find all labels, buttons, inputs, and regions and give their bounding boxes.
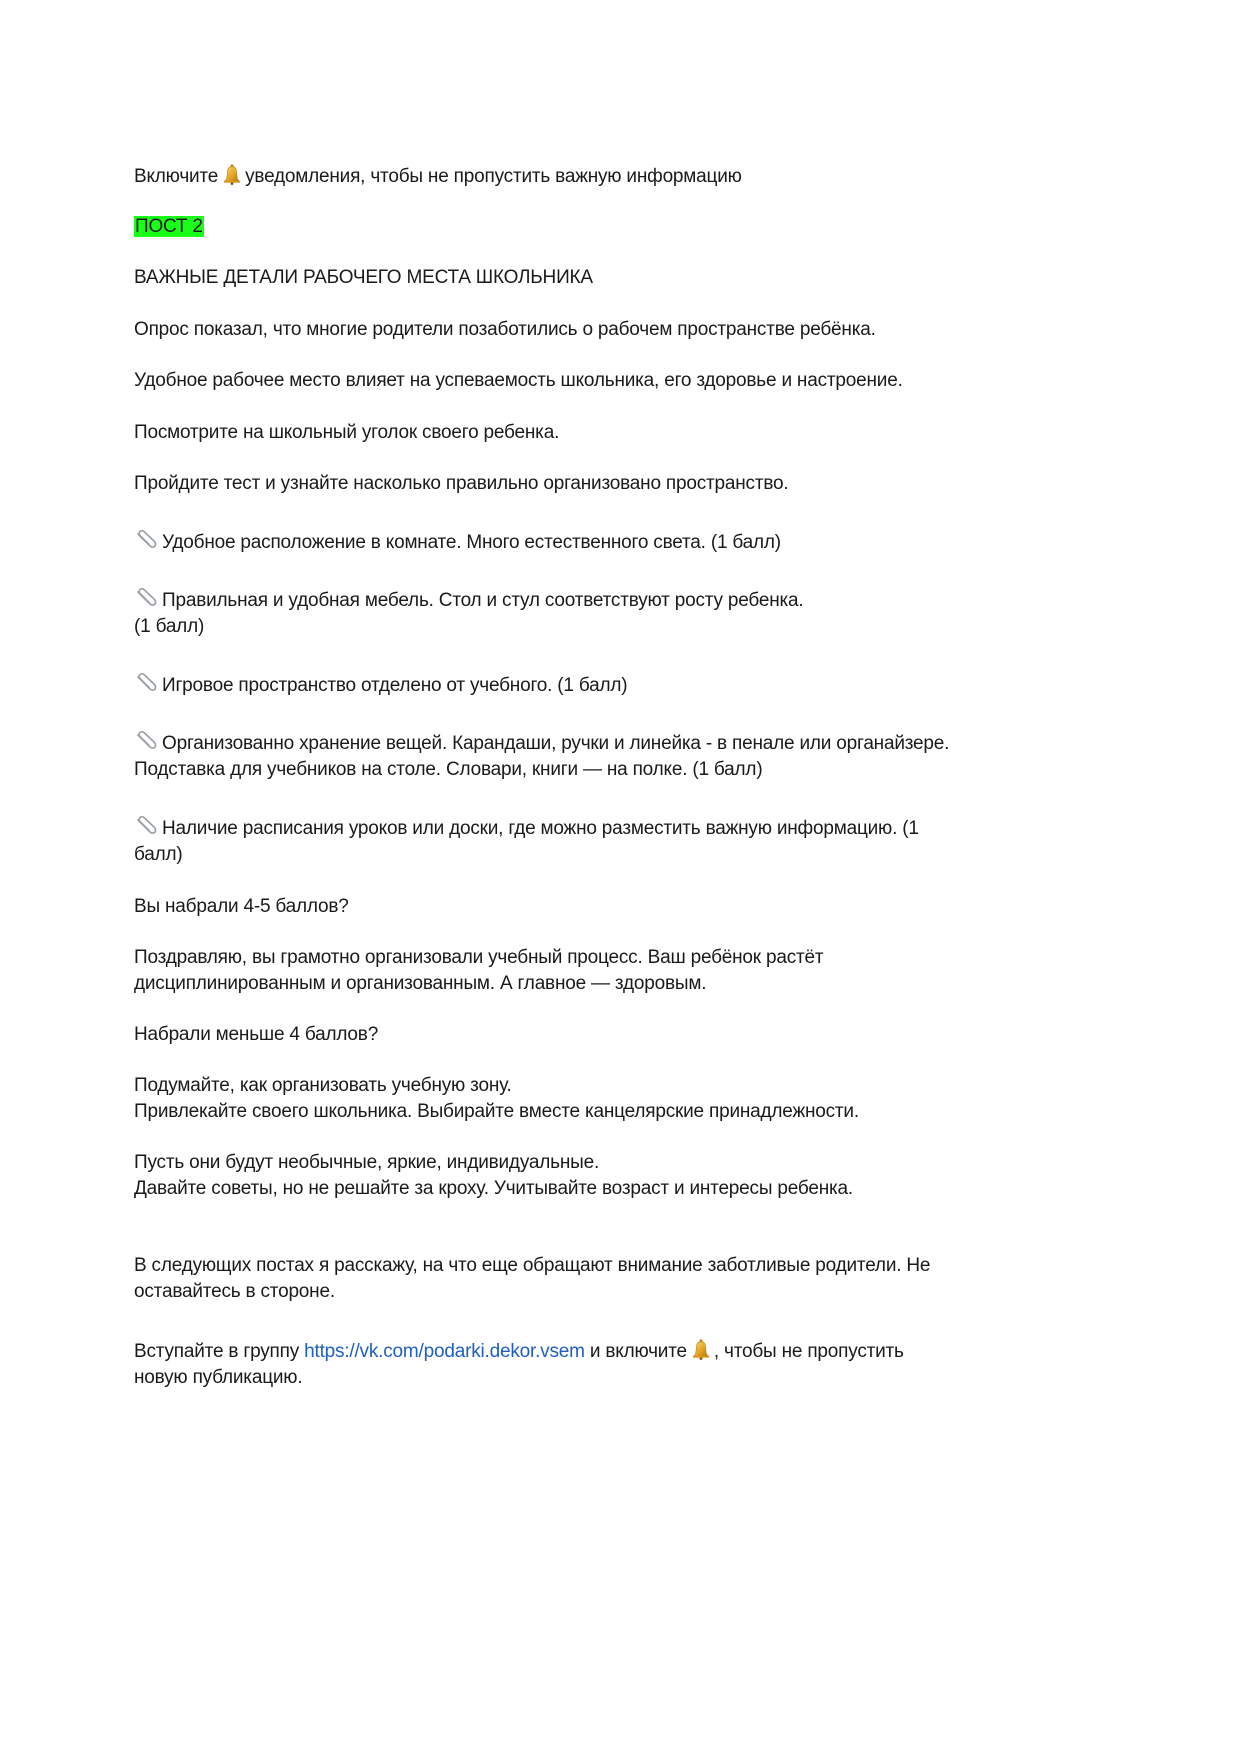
paperclip-icon xyxy=(134,673,160,693)
result-low-answer-1-line-2: Привлекайте своего школьника. Выбирайте вместе канцелярские принадлежности. xyxy=(134,1101,859,1122)
checklist-item-text-cont: балл) xyxy=(134,844,183,865)
intro-paragraph-2: Удобное рабочее место влияет на успеваемость школьника, его здоровье и настроение. xyxy=(134,370,903,391)
checklist-item-text: Организованно хранение вещей. Карандаши, ручки и линейка - в пенале или органайзере. xyxy=(162,733,950,754)
intro-paragraph-1: Опрос показал, что многие родители позаботились о рабочем пространстве ребёнка. xyxy=(134,319,876,340)
result-low-answer-2 xyxy=(134,1150,1094,1202)
checklist-item-text: Правильная и удобная мебель. Стол и стул соответствуют росту ребенка. xyxy=(162,590,804,611)
next-posts-line-2: оставайтесь в стороне. xyxy=(134,1281,335,1302)
bell-icon xyxy=(690,1338,712,1360)
result-low-answer-1 xyxy=(134,1073,1094,1125)
paperclip-icon xyxy=(134,530,160,550)
notify-text-after: уведомления, чтобы не пропустить важную информацию xyxy=(245,166,742,187)
result-low-answer-2-line-1: Пусть они будут необычные, яркие, индивидуальные. xyxy=(134,1152,600,1173)
paperclip-icon xyxy=(134,816,160,836)
checklist-item-1 xyxy=(134,530,1094,556)
cta-paragraph xyxy=(134,1338,1094,1391)
result-high-answer-line-1: Поздравляю, вы грамотно организовали учебный процесс. Ваш ребёнок растёт xyxy=(134,947,824,968)
checklist-item-text: Игровое пространство отделено от учебного. (1 балл) xyxy=(162,675,628,696)
post-label: ПОСТ 2 xyxy=(135,216,203,237)
checklist-item-text: Удобное расположение в комнате. Много естественного света. (1 балл) xyxy=(162,532,781,553)
result-low-question: Набрали меньше 4 баллов? xyxy=(134,1024,379,1045)
result-high-answer xyxy=(134,945,1094,997)
next-posts-line-1: В следующих постах я расскажу, на что еще обращают внимание заботливые родители. Не xyxy=(134,1255,931,1276)
checklist-item-5 xyxy=(134,816,1094,868)
checklist-item-4 xyxy=(134,731,1094,783)
paperclip-icon xyxy=(134,588,160,608)
paperclip-icon xyxy=(134,731,160,751)
notify-text-before: Включите xyxy=(134,166,219,187)
cta-text-middle: и включите xyxy=(589,1341,687,1362)
result-low-answer-1-line-1: Подумайте, как организовать учебную зону. xyxy=(134,1075,512,1096)
checklist-item-3 xyxy=(134,673,1094,699)
intro-paragraph-4: Пройдите тест и узнайте насколько правильно организовано пространство. xyxy=(134,473,789,494)
cta-text-after: , чтобы не пропустить xyxy=(713,1341,904,1362)
post-title: ВАЖНЫЕ ДЕТАЛИ РАБОЧЕГО МЕСТА ШКОЛЬНИКА xyxy=(134,267,593,288)
notify-line xyxy=(134,163,1094,190)
group-link[interactable]: https://vk.com/podarki.dekor.vsem xyxy=(304,1341,585,1362)
cta-text-before: Вступайте в группу xyxy=(134,1341,300,1362)
result-low-answer-2-line-2: Давайте советы, но не решайте за кроху. Учитывайте возраст и интересы ребенка. xyxy=(134,1178,853,1199)
post-label-line xyxy=(134,214,1094,240)
checklist-item-text-cont: (1 балл) xyxy=(134,616,205,637)
intro-paragraph-3: Посмотрите на школьный уголок своего ребенка. xyxy=(134,422,560,443)
result-high-question: Вы набрали 4-5 баллов? xyxy=(134,896,349,917)
bell-icon xyxy=(221,163,243,185)
result-high-answer-line-2: дисциплинированным и организованным. А главное — здоровым. xyxy=(134,973,707,994)
checklist-item-text-cont: Подставка для учебников на столе. Словари, книги — на полке. (1 балл) xyxy=(134,759,763,780)
checklist-item-2 xyxy=(134,588,1094,640)
checklist-item-text: Наличие расписания уроков или доски, где можно разместить важную информацию. (1 xyxy=(162,818,919,839)
next-posts-paragraph xyxy=(134,1253,1094,1305)
cta-text-line-2: новую публикацию. xyxy=(134,1367,303,1388)
